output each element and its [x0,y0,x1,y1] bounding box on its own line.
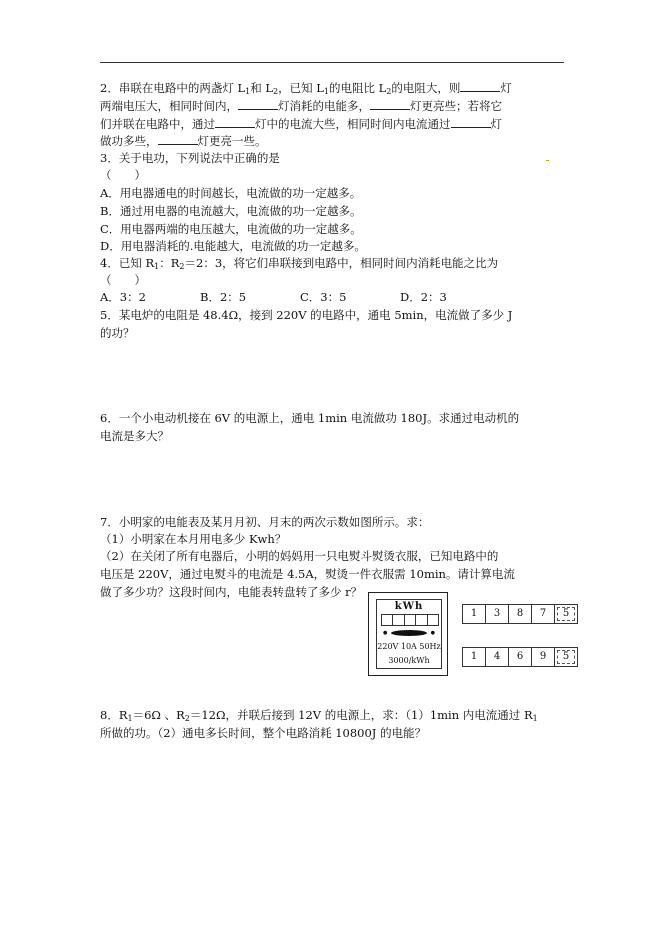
blank[interactable] [158,133,198,145]
reading-digit: 4 [486,648,509,666]
q7-line5: 做了多少功？这段时间内，电能表转盘转了多少 r？ [100,585,363,599]
q7-line2: （1）小明家在本月用电多少 Kwh？ [100,532,287,546]
q3-option-b: B．通过用电器的电流越大，电流做的功一定越多。 [100,204,362,218]
q7-line4: 电压是 220V，通过电熨斗的电流是 4.5A，熨烫一件衣服需 10min。请计算电流 [100,567,515,581]
q4-option-a: A．3：2 [100,290,146,304]
reading-digit: 6 [509,648,532,666]
q4-stem: 4．已知 $R_1$：$R_2=2$：3，将它们串联接到电路中，相同时间内消耗电能之比为 [100,256,499,271]
q7-line3: （2）在关闭了所有电器后，小明的妈妈用一只电熨斗熨烫衣服，已知电路中的 [100,549,499,563]
reading-digit: 1 [463,648,486,666]
q2-line4: 做功多些， 灯更亮一些。 [100,134,267,148]
q8-line2: 所做的功。（2）通电多长时间，整个电路消耗 10800J 的电能？ [100,726,427,740]
meter-unit-label: kWh [394,601,424,612]
q4-option-d: D．2：3 [400,290,447,304]
reading-digit: 7 [532,605,555,623]
blank[interactable] [238,98,278,110]
q3-option-a: A．用电器通电的时间越长，电流做的功一定越多。 [100,186,362,200]
q3-paren: （ ） [100,168,146,182]
reading-digit: 1 [463,605,486,623]
q6-line2: 电流是多大？ [100,429,169,443]
q5-line2: 的功？ [100,326,135,340]
reading-decimal-digit: 5 [555,648,577,666]
q3-stem: 3．关于电功，下列说法中正确的是 [100,151,280,165]
q7-line1: 7．小明家的电能表及某月月初、月末的两次示数如图所示。求： [100,515,430,529]
q4-paren: （ ） [100,273,146,287]
meter-counter-window [381,614,439,626]
meter-terminals: ● ● [383,630,435,636]
meter-disc [391,630,427,636]
stray-mark [546,160,549,161]
meter-spec: 220V 10A 50Hz [377,642,441,651]
q6-line1: 6．一个小电动机接在 6V 的电源上，通电 1min 电流做功 180J。求通过电动机的 [100,411,520,425]
blank[interactable] [215,116,255,128]
q8-line1: 8．$R_1=6\Omega$ 、$R_2=12\Omega$，并联后接到 12V 的电源上，求：（1）1min 内电流通过 $R_1$ [100,708,538,723]
reading-digit: 9 [532,648,555,666]
reading-digit: 3 [486,605,509,623]
reading-month-start [462,604,578,624]
q4-option-b: B．2：5 [200,290,247,304]
q2-line3: 们并联在电路中，通过 灯中的电流大些，相同时间内电流通过 灯 [100,117,502,131]
reading-decimal-digit: 5 [555,605,577,623]
q5-line1: 5．某电炉的电阻是 48.4Ω，接到 220V 的电路中，通电 5min，电流做了多少 J [100,308,513,322]
meter-constant: 3000/kWh [388,656,430,665]
blank[interactable] [451,116,491,128]
q4-option-c: C．3：5 [300,290,347,304]
q2-line2: 两端电压大，相同时间内， 灯消耗的电能多， 灯更亮些；若将它 [100,99,502,113]
meter-face [376,599,442,669]
q2-line1: 2．串联在电路中的两盏灯 $L_1$和 $L_2$，已知 $L_1$的电阻比 $L_2$的电阻大，则 灯 [100,81,512,96]
reading-month-end [462,647,578,667]
header-rule [100,62,564,63]
q3-option-d: D．用电器消耗的.电能越大，电流做的功一定越多。 [100,239,366,253]
q4-options [100,289,500,305]
blank[interactable] [370,98,410,110]
electric-meter [368,592,448,676]
reading-digit: 8 [509,605,532,623]
blank[interactable] [460,80,500,92]
q3-option-c: C．用电器两端的电压越大，电流做的功一定越多。 [100,222,362,236]
